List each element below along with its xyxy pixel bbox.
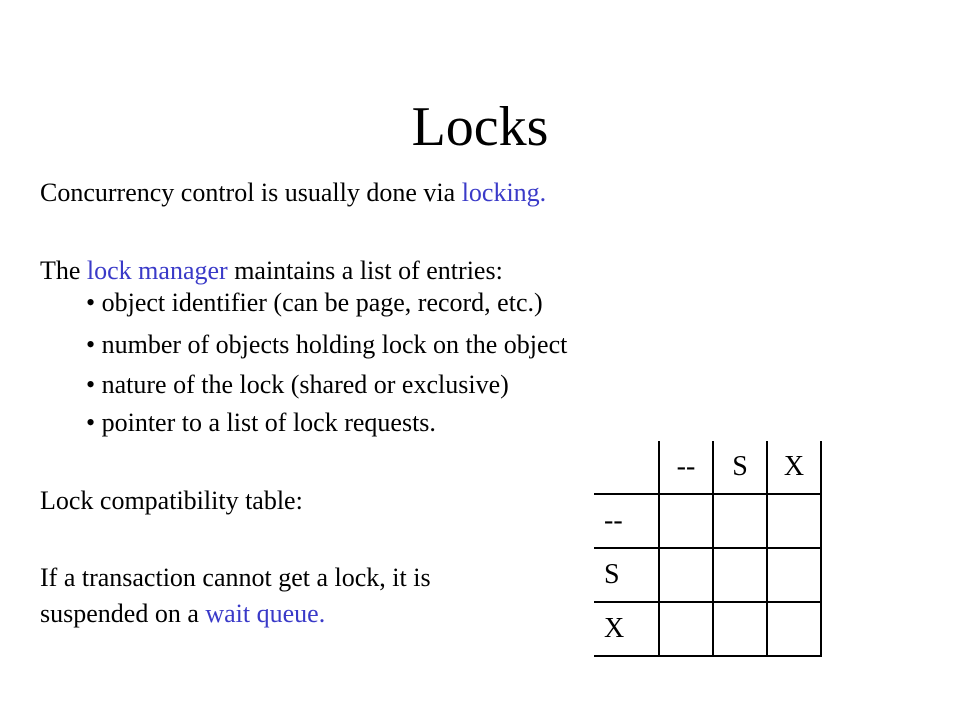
suspend-text: suspended on a	[40, 599, 206, 628]
suspend-highlight: wait queue.	[205, 599, 326, 628]
suspend-line-1: If a transaction cannot get a lock, it is	[40, 563, 431, 592]
manager-line	[40, 254, 503, 288]
compat-cell	[713, 548, 767, 602]
intro-line	[40, 176, 546, 210]
row-header: X	[594, 602, 659, 656]
slide-title: Locks	[411, 96, 549, 158]
manager-text-before: The	[40, 256, 87, 285]
table-header-row	[594, 441, 821, 494]
table-corner-cell	[594, 441, 659, 494]
bullet-item: • object identifier (can be page, record, etc.)	[86, 288, 543, 317]
lock-compatibility-table	[594, 441, 822, 657]
intro-text: Concurrency control is usually done via	[40, 178, 462, 207]
table-row	[594, 602, 821, 656]
compat-cell	[659, 494, 713, 548]
table-row	[594, 494, 821, 548]
compat-cell	[767, 548, 821, 602]
bullet-item: • pointer to a list of lock requests.	[86, 408, 436, 437]
compat-cell	[713, 602, 767, 656]
column-header: X	[767, 441, 821, 494]
intro-highlight: locking.	[461, 178, 547, 207]
column-header: S	[713, 441, 767, 494]
compat-cell	[659, 602, 713, 656]
compat-cell	[713, 494, 767, 548]
manager-highlight: lock manager	[86, 256, 228, 285]
row-header: --	[594, 494, 659, 548]
compat-cell	[767, 602, 821, 656]
compat-cell	[659, 548, 713, 602]
table-row	[594, 548, 821, 602]
manager-text-after: maintains a list of entries:	[227, 256, 503, 285]
row-header: S	[594, 548, 659, 602]
bullet-item: • nature of the lock (shared or exclusive)	[86, 370, 509, 399]
bullet-item: • number of objects holding lock on the object	[86, 330, 568, 359]
compat-label: Lock compatibility table:	[40, 486, 303, 515]
compat-cell	[767, 494, 821, 548]
suspend-line-2	[40, 597, 325, 631]
column-header: --	[659, 441, 713, 494]
